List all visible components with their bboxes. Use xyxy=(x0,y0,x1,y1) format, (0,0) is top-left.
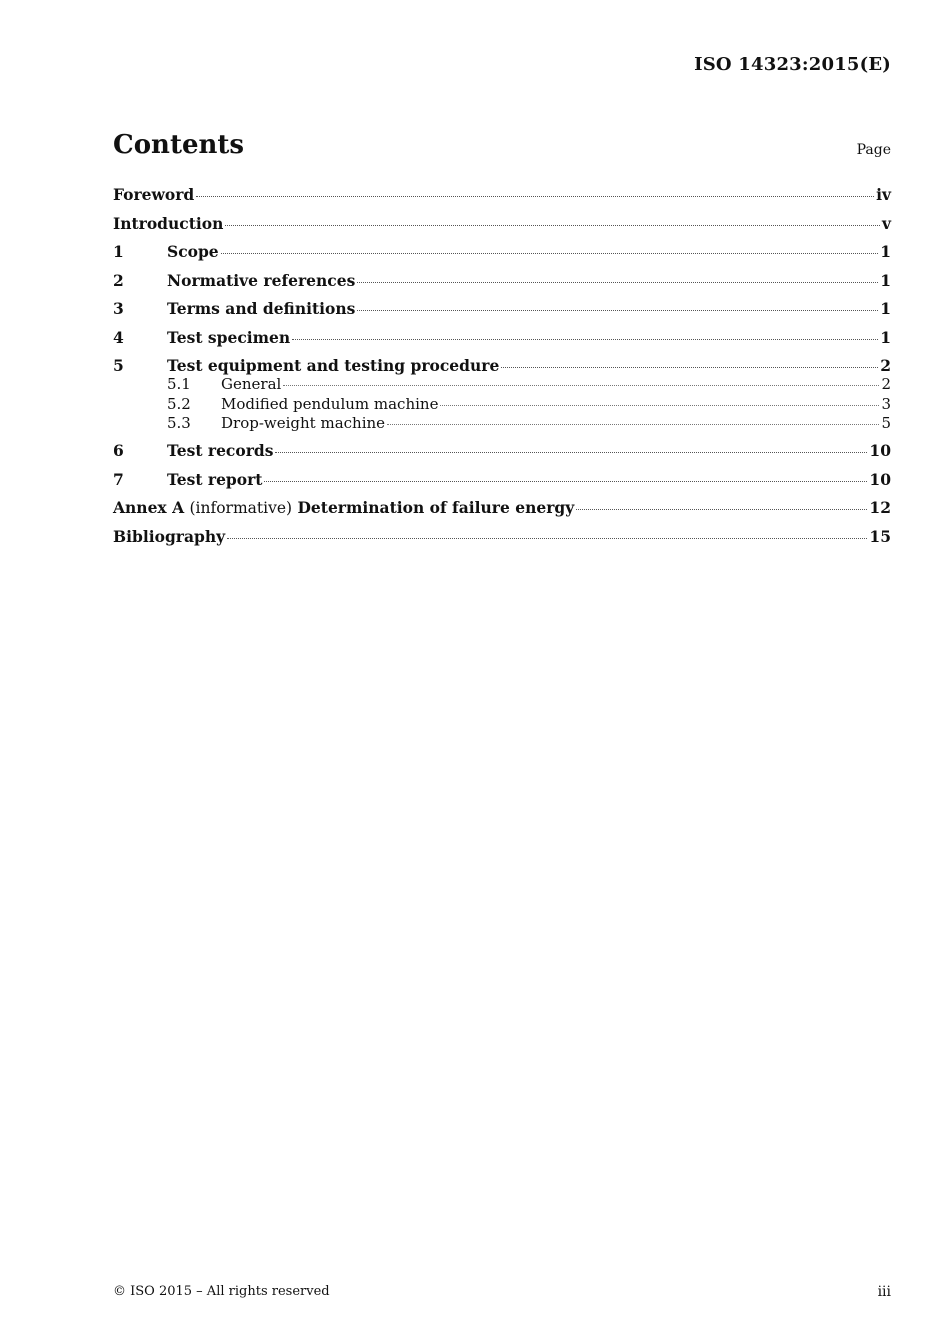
toc-entry-number: 4 xyxy=(113,327,124,347)
toc-entry-terms-and-definitions[interactable] xyxy=(113,299,891,328)
toc-entry-title: Terms and definitions xyxy=(167,299,356,318)
toc-entry-page: 3 xyxy=(881,394,891,413)
toc-entry-title: Bibliography xyxy=(113,526,226,546)
dot-leader xyxy=(387,424,879,425)
toc-entry-title xyxy=(113,498,574,517)
toc-entry-introduction[interactable] xyxy=(113,214,891,243)
toc-entry-test-equipment[interactable] xyxy=(113,356,891,375)
toc-entry-page: v xyxy=(881,213,891,233)
toc-entry-number: 5.1 xyxy=(167,375,191,394)
toc-entry-annex-a[interactable] xyxy=(113,498,891,527)
toc-entry-title: Test report xyxy=(167,469,263,489)
toc-entry-title: Normative references xyxy=(167,270,356,290)
toc-entry-foreword[interactable] xyxy=(113,185,891,214)
dot-leader xyxy=(440,405,879,406)
toc-entry-page: 1 xyxy=(880,299,891,318)
toc-entry-scope[interactable] xyxy=(113,242,891,271)
toc-entry-title: Test records xyxy=(167,441,274,461)
page-number: iii xyxy=(877,1284,891,1300)
toc-entry-number: 5.2 xyxy=(167,394,191,413)
toc-subentry-general[interactable] xyxy=(113,375,891,394)
dot-leader xyxy=(264,481,867,482)
toc-entry-page: 1 xyxy=(880,327,891,347)
toc-entry-title: Foreword xyxy=(113,185,195,204)
dot-leader xyxy=(275,452,867,453)
table-of-contents xyxy=(113,185,891,555)
annex-label: Annex A xyxy=(113,498,185,518)
toc-entry-number: 7 xyxy=(113,469,124,489)
toc-subentry-modified-pendulum-machine[interactable] xyxy=(113,395,891,414)
toc-entry-title: Modified pendulum machine xyxy=(221,394,439,413)
toc-entry-test-specimen[interactable] xyxy=(113,328,891,357)
toc-entry-title: Introduction xyxy=(113,213,224,233)
document-id: ISO 14323:2015(E) xyxy=(694,54,891,75)
dot-leader xyxy=(357,282,878,283)
dot-leader xyxy=(576,509,867,510)
toc-entry-number: 5 xyxy=(113,356,124,375)
toc-entry-page: 10 xyxy=(869,469,891,489)
toc-entry-page: 2 xyxy=(881,375,891,394)
toc-entry-title: General xyxy=(221,375,282,394)
toc-entry-number: 2 xyxy=(113,270,124,290)
dot-leader xyxy=(196,196,874,197)
dot-leader xyxy=(292,339,878,340)
toc-entry-page: 12 xyxy=(869,498,891,518)
toc-entry-number: 3 xyxy=(113,299,124,318)
toc-entry-title: Test specimen xyxy=(167,327,291,347)
toc-entry-page: 5 xyxy=(881,413,891,432)
toc-entry-title: Drop-weight machine xyxy=(221,413,386,432)
page-footer xyxy=(113,1284,891,1304)
toc-entry-page: 1 xyxy=(880,242,891,261)
dot-leader xyxy=(221,253,879,254)
toc-entry-test-report[interactable] xyxy=(113,470,891,499)
annex-qualifier: (informative) xyxy=(189,499,293,518)
toc-entry-number: 1 xyxy=(113,242,124,261)
toc-entry-test-records[interactable] xyxy=(113,441,891,470)
dot-leader xyxy=(225,225,880,226)
toc-entry-page: iv xyxy=(876,185,891,204)
toc-entry-page: 10 xyxy=(869,441,891,461)
toc-header xyxy=(113,130,891,166)
page-title: Contents xyxy=(113,130,245,160)
toc-entry-title: Test equipment and testing procedure xyxy=(167,356,500,375)
toc-entry-page: 15 xyxy=(869,526,891,546)
toc-entry-number: 6 xyxy=(113,441,124,461)
toc-entry-page: 2 xyxy=(880,356,891,375)
dot-leader xyxy=(227,538,867,539)
annex-title: Determination of failure energy xyxy=(297,498,575,518)
copyright-notice: © ISO 2015 – All rights reserved xyxy=(113,1284,330,1299)
toc-entry-page: 1 xyxy=(880,270,891,290)
toc-subentry-drop-weight-machine[interactable] xyxy=(113,414,891,433)
dot-leader xyxy=(283,385,879,386)
toc-entry-normative-references[interactable] xyxy=(113,271,891,300)
page-column-label: Page xyxy=(856,142,891,158)
dot-leader xyxy=(357,310,878,311)
toc-entry-title: Scope xyxy=(167,242,219,261)
toc-entry-bibliography[interactable] xyxy=(113,527,891,556)
dot-leader xyxy=(501,367,878,368)
toc-entry-number: 5.3 xyxy=(167,413,191,432)
